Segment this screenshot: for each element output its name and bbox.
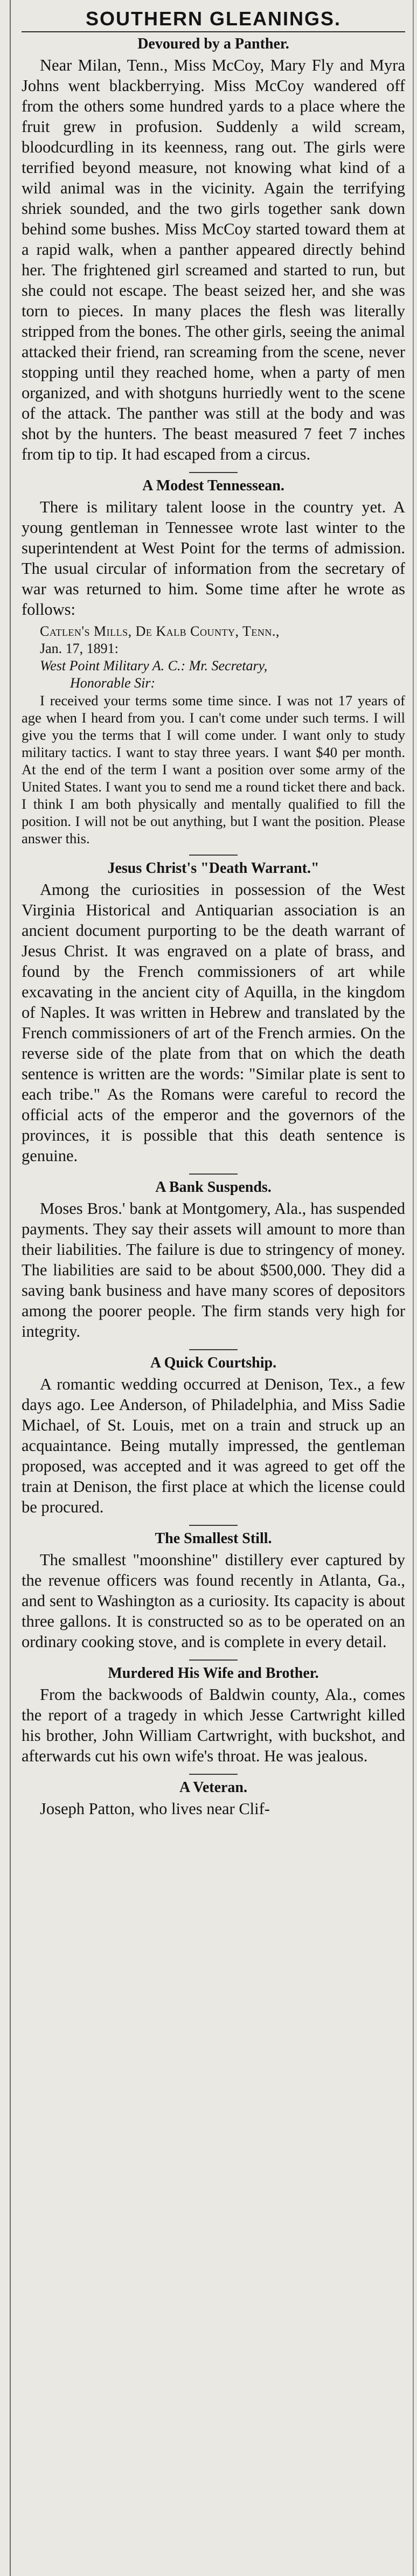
masthead-title: SOUTHERN GLEANINGS. — [85, 8, 342, 30]
article-panther — [22, 36, 405, 464]
article-headline: A Bank Suspends. — [155, 1179, 272, 1196]
article-body — [22, 879, 405, 1166]
article-quick-courtship — [22, 1355, 405, 1517]
article-bank-suspends — [22, 1179, 405, 1342]
article-body — [22, 1684, 405, 1766]
article-separator — [189, 472, 238, 473]
article-headline: Jesus Christ's "Death Warrant." — [107, 860, 319, 877]
article-body — [22, 1550, 405, 1652]
article-paragraph: A romantic wedding occurred at Denison, Tex., a few days ago. Lee Anderson, of Philadelphia, and Miss Sadie Michael, of St. Louis, met on a train and struck up an acquaintance. Being mutally impressed, the gentleman proposed, was accepted and it was agreed to get off the train at Denison, the first place at which the license could be procured. — [22, 1375, 405, 1516]
article-headline: The Smallest Still. — [155, 1530, 272, 1547]
letter-body: I received your terms some time since. I was not 17 years of age when I heard from you. I can't come under such terms. I will give you the terms that I will come under. I want only to study military tactics. I want to stay three years. I want $40 per month. At the end of the term I want a position over some army of the United States. I want you to send me a round ticket there and back. I think I am both physically and mentally qualified to fill the position. I will not be out anything, but I want the position. Please answer this. — [22, 692, 405, 846]
article-paragraph: Moses Bros.' bank at Montgomery, Ala., has suspended payments. They say their assets will amount to more than their liabilities. The failure is due to stringency of money. The liabilities are said to be about $500,000. They did a saving bank business and have many scores of depositors among the poorer people. The firm stands very high for integrity. — [22, 1199, 405, 1341]
right-column-rule — [413, 0, 414, 2576]
article-death-warrant — [22, 860, 405, 1166]
article-headline: A Quick Courtship. — [150, 1355, 277, 1371]
article-body — [22, 1374, 405, 1517]
article-headline: Murdered His Wife and Brother. — [108, 1665, 319, 1682]
article-headline: Devoured by a Panther. — [137, 36, 289, 52]
article-separator — [189, 1174, 238, 1175]
article-separator — [189, 1660, 238, 1661]
masthead-rule — [22, 31, 405, 32]
article-body — [22, 497, 405, 620]
article-smallest-still — [22, 1530, 405, 1652]
article-paragraph: Joseph Patton, who lives near Clif- — [40, 1800, 270, 1818]
letter-place-text: Catlen's Mills, De Kalb County, Tenn., — [40, 623, 280, 639]
article-paragraph: There is military talent loose in the country yet. A young gentleman in Tennessee wrote last winter to the superintendent at West Point for the terms of admission. The usual circular of information from the secretary of war was returned to him. Some time after he wrote as follows: — [22, 498, 405, 619]
article-separator — [189, 855, 238, 856]
article-modest-tennessean — [22, 477, 405, 847]
article-body — [22, 55, 405, 464]
article-separator — [189, 1525, 238, 1526]
article-paragraph: From the backwoods of Baldwin county, Ala., comes the report of a tragedy in which Jesse Cartwright killed his brother, John William Cartwright, with buckshot, and afterwards cut his own wife's throat. He was jealous. — [22, 1685, 405, 1765]
letter-place — [22, 623, 405, 640]
article-paragraph: The smallest "moonshine" distillery ever captured by the revenue officers was found recently in Atlanta, Ga., and sent to Washington as a curiosity. Its capacity is about three gallons. It is constructed so as to be operated on an ordinary cooking stove, and is complete in every detail. — [22, 1551, 405, 1651]
article-veteran — [22, 1779, 405, 1819]
quoted-letter — [22, 623, 405, 847]
letter-salutation: Honorable Sir: — [70, 675, 156, 691]
left-column-rule — [10, 0, 11, 2576]
article-body — [22, 1198, 405, 1342]
article-headline: A Modest Tennessean. — [142, 477, 284, 494]
letter-addressee: West Point Military A. C.: Mr. Secretary, — [40, 658, 268, 673]
article-headline: A Veteran. — [179, 1779, 247, 1796]
letter-date: Jan. 17, 1891: — [40, 641, 119, 656]
article-separator — [189, 1774, 238, 1775]
article-murdered — [22, 1665, 405, 1766]
article-separator — [189, 1349, 238, 1350]
article-paragraph: Near Milan, Tenn., Miss McCoy, Mary Fly and Myra Johns went blackberrying. Miss McCoy wandered off from the others some hundred yards to a place where the fruit grew in profusion. Suddenly a wild scream, bloodcurdling in its keenness, rang out. The girls were terrified beyond measure, not knowing what kind of a wild animal was in the vicinity. Again the terrifying shriek sounded, and the two girls together sank down behind some bushes. Miss McCoy started toward them at a rapid walk, when a panther appeared directly behind her. The frightened girl screamed and started to run, but she could not escape. The beast seized her, and she was torn to pieces. In many places the flesh was literally stripped from the bones. The other girls, seeing the animal attacked their friend, ran screaming from the scene, never stopping until they reached home, when a party of men organized, and with shotguns hurriedly went to the scene of the attack. The panther was still at the body and was shot by the hunters. The beast measured 7 feet 7 inches from tip to tip. It had escaped from a circus. — [22, 56, 405, 463]
article-body — [22, 1799, 405, 1819]
article-paragraph: Among the curiosities in possession of the West Virginia Historical and Antiquarian association is an ancient document purporting to be the death warrant of Jesus Christ. It was engraved on a plate of brass, and found by the French commissioners of art while excavating in the ancient city of Aquilla, in the kingdom of Naples. It was written in Hebrew and translated by the French commissioners of art of the French armies. On the reverse side of the plate from that on which the death sentence is written are the words: "Similar plate is sent to each tribe." As the Romans were careful to record the official acts of the emperor and the governors of the provinces, it is possible that this death sentence is genuine. — [22, 880, 405, 1165]
